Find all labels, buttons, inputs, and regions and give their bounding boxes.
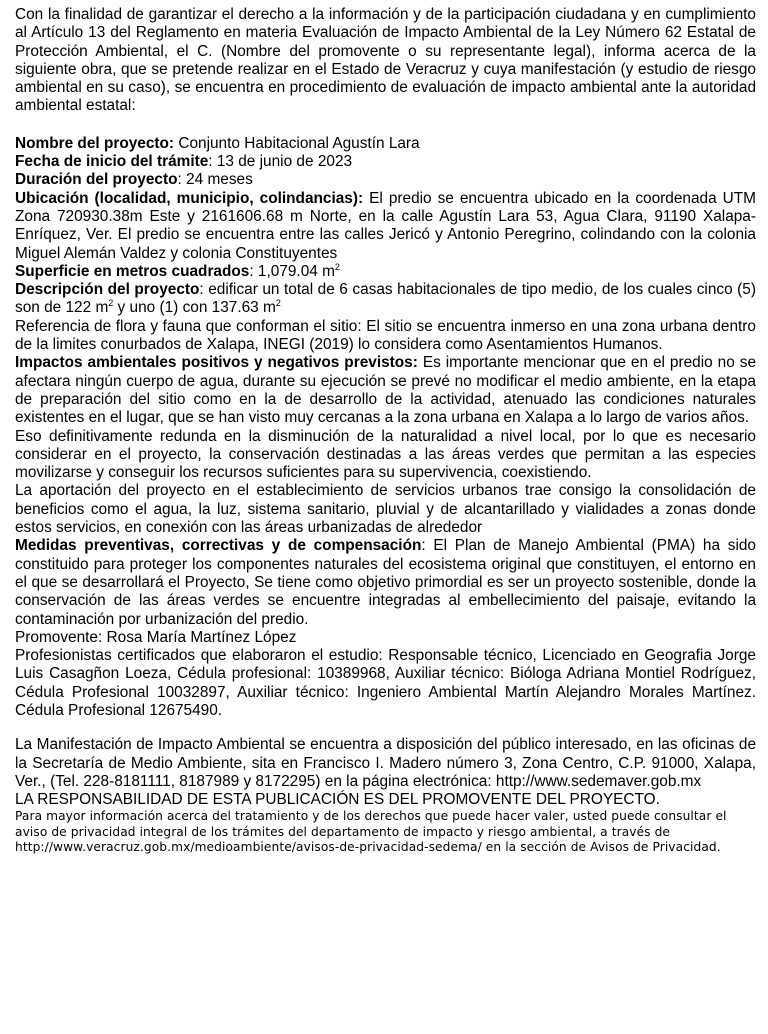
intro-paragraph: Con la finalidad de garantizar el derecho a la información y de la participación ciudadana y en cumplimiento al Artículo 13 del Reglamento en materia Evaluación de Impacto Ambiental de la Ley Número 62 Estatal de Protección Ambiental, el C. (Nombre del promovente o su representante legal), informa acerca de la siguiente obra, que se pretende realizar en el Estado de Veracruz y cuya manifestación (y estudio de riesgo ambiental en su caso), se encuentra en procedimiento de evaluación de impacto ambiental ante la autoridad ambiental estatal: xyxy=(15,6,756,115)
impacts-paragraph-2: Eso definitivamente redunda en la disminución de la naturalidad a nivel local, por lo que es necesario considerar en el proyecto, la conservación destinadas a las áreas verdes que permitan a las especies movilizarse y conseguir los recursos suficientes para su supervivencia, coexistiendo. xyxy=(15,427,756,482)
impacts-label: Impactos ambientales positivos y negativos previstos: xyxy=(15,354,418,372)
promoter: Promovente: Rosa María Martínez López xyxy=(15,628,297,646)
start-date xyxy=(15,153,756,171)
project-name xyxy=(15,135,756,153)
description-exponent-1: 2 xyxy=(108,298,114,309)
description-label: Descripción del proyecto xyxy=(15,281,200,299)
surface-exponent: 2 xyxy=(334,261,340,272)
start-date-label: Fecha de inicio del trámite xyxy=(15,153,209,171)
privacy-note: Para mayor información acerca del tratamiento y de los derechos que puede hacer valer, usted puede consultar el aviso de privacidad integral de los trámites del departamento de impacto y riesgo ambiental, a través de http://www.veracruz.gob.mx/medioambiente/avisos-de-privacidad-sedema/ en la sección de Avisos de Privacidad. xyxy=(15,809,727,855)
spacer xyxy=(15,116,756,135)
description-exponent-2: 2 xyxy=(275,298,281,309)
duration-value: : 24 meses xyxy=(177,171,253,189)
surface-label: Superficie en metros cuadrados xyxy=(15,262,250,280)
impacts-paragraph-3: La aportación del proyecto en el establecimiento de servicios urbanos trae consigo la consolidación de beneficios como el agua, la luz, sistema sanitario, pluvial y de alcantarillado y vialidades a zonas donde estos servicios, en conexión con las áreas urbanizadas de alrededor xyxy=(15,482,756,537)
duration-label: Duración del proyecto xyxy=(15,171,178,189)
duration xyxy=(15,171,756,189)
description-value-b: y uno (1) con 137.63 m xyxy=(113,299,276,317)
measures-label: Medidas preventivas, correctivas y de compensación xyxy=(15,537,422,555)
project-name-label: Nombre del proyecto: xyxy=(15,134,175,152)
measures xyxy=(15,537,756,628)
availability: La Manifestación de Impacto Ambiental se encuentra a disposición del público interesado, en las oficinas de la Secretaría de Medio Ambiente, sita en Francisco I. Madero número 3, Zona Centro, C.P. 91000, Xalapa, Ver., (Tel. 228-8181111, 8187989 y 8172295) en la página electrónica: http://www.sedemaver.gob.mx xyxy=(15,736,756,790)
impacts-value: Es importante mencionar que en el predio no se afectara ningún cuerpo de agua, durante su ejecución se prevé no modificar el medio ambiente, en la etapa de preparación del sitio como en la de desarrollo de la actividad, atenuado las condiciones naturales existentes en el lugar, que se han visto muy cercanas a la zona urbana en Xalapa a lo largo de varios años. xyxy=(15,354,757,427)
project-name-value: Conjunto Habitacional Agustín Lara xyxy=(174,134,420,152)
professionals: Profesionistas certificados que elaboraron el estudio: Responsable técnico, Licenciado en Geografia Jorge Luis Casagñon Loeza, Cédula profesional: 10389968, Auxiliar técnico: Bióloga Adriana Montiel Rodríguez, Cédula Profesional 10032897, Auxiliar técnico: Ingeniero Ambiental Martín Alejandro Morales Martínez. Cédula Profesional 12675490. xyxy=(15,647,756,719)
location-value: El predio se encuentra ubicado en la coordenada UTM Zona 720930.38m Este y 2161606.68 m Norte, en la calle Agustín Lara 53, Agua Clara, 91190 Xalapa-Enríquez, Ver. El predio se encuentra entre las calles Jericó y Antonio Peregrino, colindando con la colonia Miguel Alemán Valdez y colonia Constituyentes xyxy=(15,189,756,262)
description-value-a: : edificar un total de 6 casas habitacionales de tipo medio, de los cuales cinco (5) son de 122 m xyxy=(15,281,756,317)
impacts xyxy=(15,354,756,427)
surface xyxy=(15,263,756,281)
spacer xyxy=(15,720,756,736)
description xyxy=(15,281,756,318)
surface-value: : 1,079.04 m xyxy=(249,262,335,280)
location-label: Ubicación (localidad, municipio, colindancias): xyxy=(15,189,364,207)
location xyxy=(15,190,756,263)
flora-fauna: Referencia de flora y fauna que conforman el sitio: El sitio se encuentra inmerso en una zona urbana dentro de la limites conurbados de Xalapa, INEGI (2019) lo considera como Asentamientos Humanos. xyxy=(15,317,756,354)
start-date-value: : 13 de junio de 2023 xyxy=(208,153,353,171)
measures-value: : El Plan de Manejo Ambiental (PMA) ha sido constituido para proteger los componentes naturales del ecosistema original que constituyen, el entorno en el que se desarrollará el Proyecto, Se tiene como objetivo primordial es ser un proyecto sostenible, donde la conservación de las áreas verdes se encuentre integradas al embellecimiento del paisaje, evitando la contaminación por urbanización del predio. xyxy=(15,537,756,628)
responsibility-statement: LA RESPONSABILIDAD DE ESTA PUBLICACIÓN ES DEL PROMOVENTE DEL PROYECTO. xyxy=(15,791,660,809)
